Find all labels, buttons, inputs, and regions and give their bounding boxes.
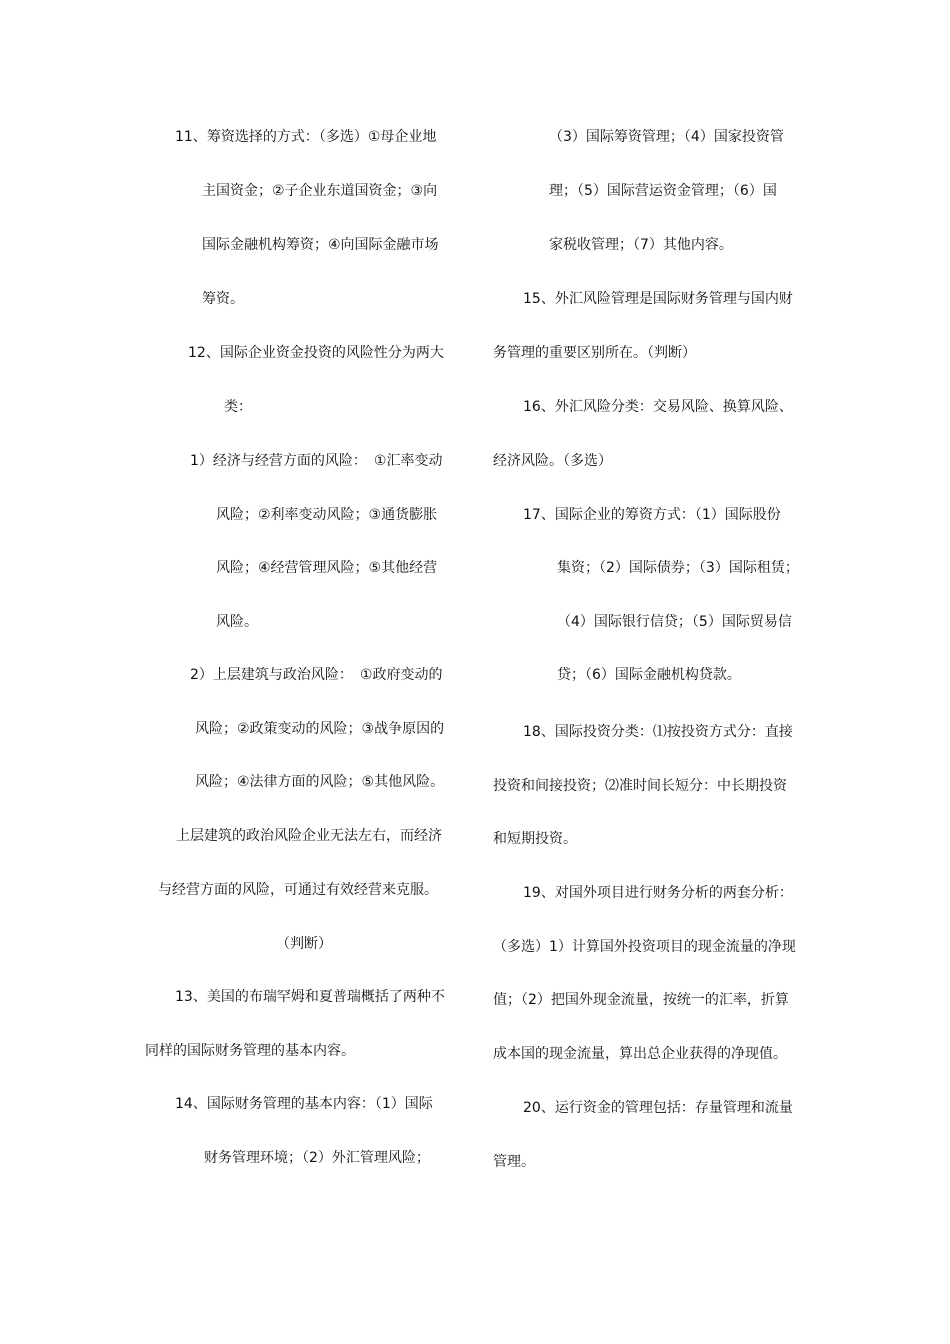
right-line: （4）国际银行信贷；（5）国际贸易信: [557, 614, 792, 630]
left-line: 1）经济与经营方面的风险： ①汇率变动: [190, 453, 443, 469]
left-line: 12、国际企业资金投资的风险性分为两大: [188, 345, 444, 361]
left-line: 国际金融机构筹资；④向国际金融市场: [202, 237, 439, 253]
right-line: 和短期投资。: [493, 831, 577, 847]
right-line: （多选）1）计算国外投资项目的现金流量的净现: [493, 939, 796, 955]
right-line: 18、国际投资分类：⑴按投资方式分：直接: [523, 724, 793, 740]
left-line: 11、筹资选择的方式：（多选）①母企业地: [175, 129, 437, 145]
right-line: （3）国际筹资管理；（4）国家投资管: [549, 129, 784, 145]
right-line: 15、外汇风险管理是国际财务管理与国内财: [523, 291, 793, 307]
right-line: 17、国际企业的筹资方式：（1）国际股份: [523, 507, 781, 523]
left-line: 2）上层建筑与政治风险： ①政府变动的: [190, 667, 443, 683]
right-line: 集资；（2）国际债券；（3）国际租赁；: [557, 560, 799, 576]
left-line: 上层建筑的政治风险企业无法左右，而经济: [176, 828, 442, 844]
left-line: 13、美国的布瑞罕姆和夏普瑞概括了两种不: [175, 989, 445, 1005]
right-line: 理；（5）国际营运资金管理；（6）国: [549, 183, 777, 199]
left-line: （判断）: [276, 936, 332, 952]
right-line: 经济风险。（多选）: [493, 453, 612, 469]
left-line: 风险。: [216, 614, 258, 630]
left-line: 类：: [224, 399, 252, 415]
left-line: 风险；②利率变动风险；③通货膨胀: [216, 507, 438, 523]
right-line: 19、对国外项目进行财务分析的两套分析：: [523, 885, 793, 901]
right-line: 家税收管理；（7）其他内容。: [549, 237, 733, 253]
right-line: 成本国的现金流量，算出总企业获得的净现值。: [493, 1046, 787, 1062]
left-line: 同样的国际财务管理的基本内容。: [145, 1043, 355, 1059]
right-line: 管理。: [493, 1154, 535, 1170]
left-line: 财务管理环境；（2）外汇管理风险；: [204, 1150, 430, 1166]
left-line: 主国资金；②子企业东道国资金；③向: [202, 183, 438, 199]
left-line: 风险；④法律方面的风险；⑤其他风险。: [195, 774, 445, 790]
right-line: 投资和间接投资；⑵准时间长短分：中长期投资: [493, 778, 787, 794]
left-line: 风险；④经营管理风险；⑤其他经营: [216, 560, 438, 576]
left-line: 与经营方面的风险，可通过有效经营来克服。: [158, 882, 438, 898]
right-line: 贷；（6）国际金融机构贷款。: [557, 667, 741, 683]
right-line: 务管理的重要区别所在。（判断）: [493, 345, 696, 361]
left-line: 风险；②政策变动的风险；③战争原因的: [195, 721, 445, 737]
right-line: 20、运行资金的管理包括：存量管理和流量: [523, 1100, 793, 1116]
left-line: 筹资。: [202, 291, 244, 307]
right-line: 16、外汇风险分类：交易风险、换算风险、: [523, 399, 793, 415]
right-line: 值；（2）把国外现金流量，按统一的汇率，折算: [493, 992, 789, 1008]
left-line: 14、国际财务管理的基本内容：（1）国际: [175, 1096, 433, 1112]
